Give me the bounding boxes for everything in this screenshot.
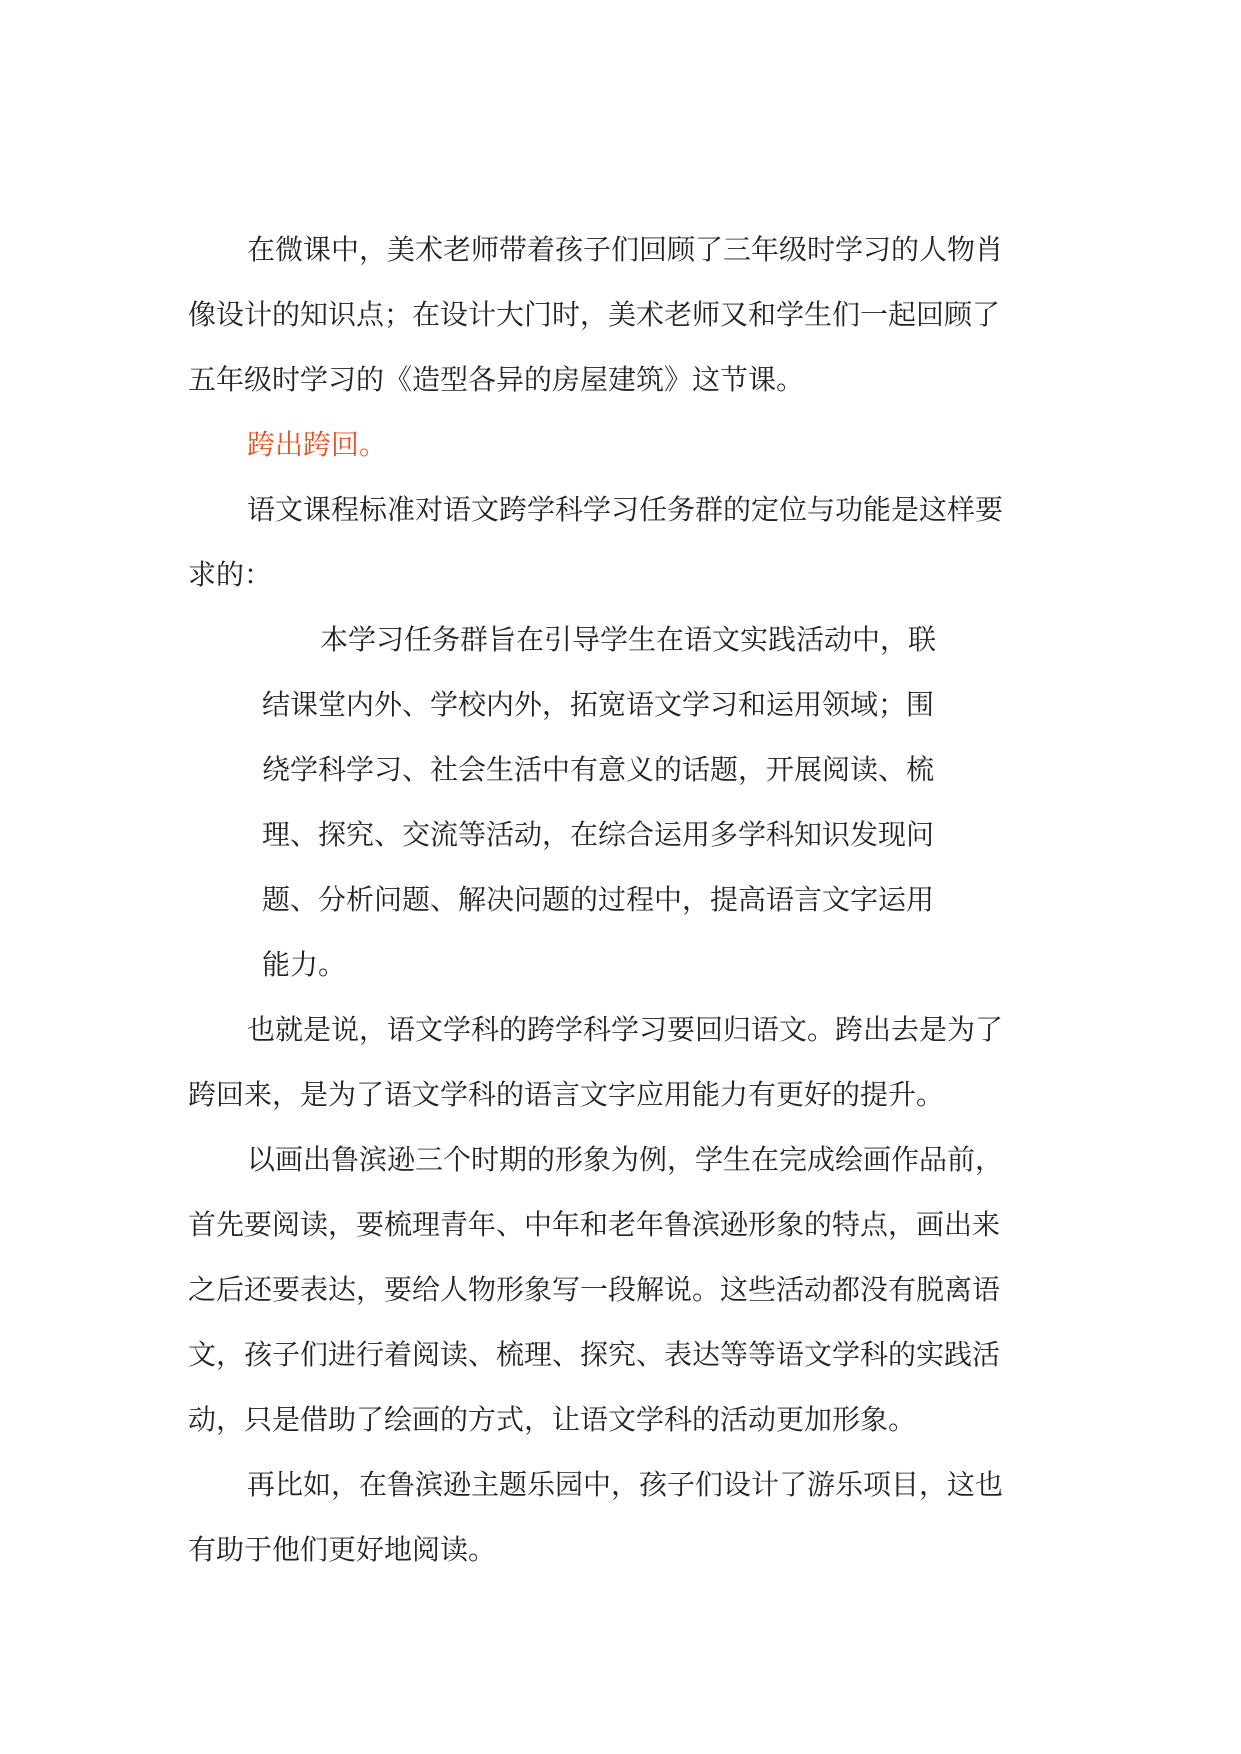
paragraph-3-line-2: 跨回来，是为了语文学科的语言文字应用能力有更好的提升。 — [188, 1078, 945, 1111]
paragraph-1-line-1: 在微课中，美术老师带着孩子们回顾了三年级时学习的人物肖 — [247, 233, 1004, 266]
paragraph-4-line-4: 文，孩子们进行着阅读、梳理、探究、表达等等语文学科的实践活 — [188, 1338, 1001, 1371]
quote-line-1: 本学习任务群旨在引导学生在语文实践活动中，联 — [320, 623, 937, 656]
section-heading: 跨出跨回。 — [247, 428, 388, 461]
paragraph-4-line-2: 首先要阅读，要梳理青年、中年和老年鲁滨逊形象的特点，画出来 — [188, 1208, 1001, 1241]
quote-line-3: 绕学科学习、社会生活中有意义的话题，开展阅读、梳 — [262, 753, 935, 786]
quote-line-2: 结课堂内外、学校内外，拓宽语文学习和运用领域；围 — [262, 688, 935, 721]
paragraph-4-line-1: 以画出鲁滨逊三个时期的形象为例，学生在完成绘画作品前， — [247, 1143, 1004, 1176]
paragraph-1-line-3: 五年级时学习的《造型各异的房屋建筑》这节课。 — [188, 363, 805, 396]
paragraph-1-line-2: 像设计的知识点；在设计大门时，美术老师又和学生们一起回顾了 — [188, 298, 1001, 331]
paragraph-2-line-2: 求的： — [188, 558, 273, 591]
paragraph-4-line-3: 之后还要表达，要给人物形象写一段解说。这些活动都没有脱离语 — [188, 1273, 1001, 1306]
paragraph-3-line-1: 也就是说，语文学科的跨学科学习要回归语文。跨出去是为了 — [247, 1013, 1004, 1046]
paragraph-5-line-2: 有助于他们更好地阅读。 — [188, 1533, 497, 1566]
quote-line-6: 能力。 — [262, 948, 347, 981]
paragraph-2-line-1: 语文课程标准对语文跨学科学习任务群的定位与功能是这样要 — [247, 493, 1004, 526]
paragraph-4-line-5: 动，只是借助了绘画的方式，让语文学科的活动更加形象。 — [188, 1403, 917, 1436]
quote-line-5: 题、分析问题、解决问题的过程中，提高语言文字运用 — [262, 883, 935, 916]
paragraph-5-line-1: 再比如，在鲁滨逊主题乐园中，孩子们设计了游乐项目，这也 — [247, 1468, 1004, 1501]
quote-line-4: 理、探究、交流等活动，在综合运用多学科知识发现问 — [262, 818, 935, 851]
